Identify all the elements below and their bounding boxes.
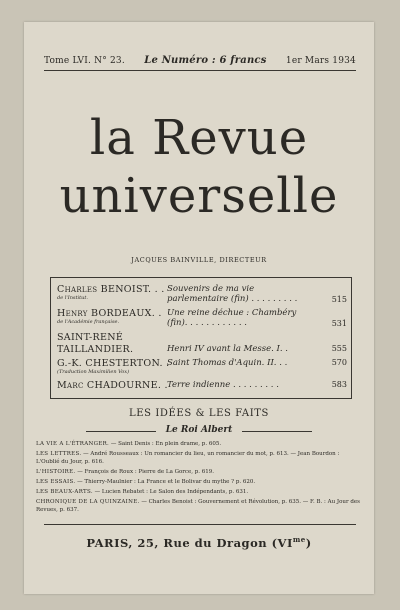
misc-text: — André Rousseaux : Un romancier du lieu, un romancier du mot, p. 613. — Jean Bourdon : L'Oublié du Jour, p. 616. — [36, 451, 340, 465]
section-subheading: Le Roi Albert — [165, 425, 233, 435]
misc-label: L'HISTOIRE. — [36, 469, 76, 475]
imprint-text: PARIS, 25, Rue du Dragon (VI — [86, 535, 293, 550]
toc-title: Souvenirs de ma vie parlementaire (fin) . . . . . . . . . — [167, 284, 298, 304]
footer-rule — [44, 524, 356, 525]
issue-price: Le Numéro : 6 francs — [144, 55, 267, 66]
misc-label: LES LETTRES. — [36, 451, 82, 457]
misc-label: LES BEAUX-ARTS. — [36, 489, 93, 495]
section-heading: LES IDÉES & LES FAITS — [129, 408, 269, 419]
toc-title: Saint Thomas d'Aquin. II. . . — [167, 358, 288, 368]
toc-page: 515 — [331, 295, 347, 304]
misc-text: — François de Roux : Pierre de La Gorce, p. 619. — [75, 469, 215, 475]
toc-affiliation: de l'Institut. — [57, 295, 88, 301]
toc-title: Terre indienne . . . . . . . . . — [167, 380, 279, 390]
toc-entry — [57, 284, 347, 306]
toc-entry — [57, 358, 347, 378]
toc-entry — [57, 380, 347, 394]
header-rule — [44, 70, 356, 71]
toc-author: Charles BENOIST. . . — [57, 284, 165, 295]
issue-date: 1er Mars 1934 — [285, 56, 356, 66]
toc-title: Henri IV avant la Messe. I. . — [167, 344, 288, 354]
masthead-line-1: la Revue — [89, 110, 309, 166]
imprint-superscript: me — [292, 535, 306, 544]
toc-author: Marc CHADOURNE. . — [57, 380, 168, 391]
toc-author: SAINT-RENÉ TAILLANDIER. — [57, 332, 134, 355]
misc-label: LA VIE A L'ÉTRANGER. — [36, 441, 110, 447]
misc-entry — [36, 499, 362, 514]
toc-entry — [57, 332, 347, 354]
table-of-contents — [50, 277, 352, 399]
misc-entry — [36, 441, 362, 449]
misc-text: — Lucien Rebatet : Le Salon des Indépendants, p. 631. — [92, 489, 249, 495]
divider — [242, 431, 312, 432]
imprint-close: ) — [305, 535, 312, 550]
toc-affiliation: de l'Académie française. — [57, 319, 120, 325]
misc-entry — [36, 489, 362, 497]
volume-number: Tome LVI. N° 23. — [44, 56, 125, 66]
misc-text: — Saint Denis : En plein drame, p. 605. — [109, 441, 222, 447]
misc-text: — Charles Benoist : Gouvernement et Révolution, p. 635. — F. B. : Au Jour des Revues, p. 637. — [36, 499, 360, 513]
misc-label: LES ESSAIS. — [36, 479, 76, 485]
director-line: JACQUES BAINVILLE, DIRECTEUR — [131, 256, 267, 264]
toc-page: 555 — [331, 344, 347, 353]
misc-entry — [36, 479, 362, 487]
misc-text: — Thierry-Maulnier : La France et le Bolivar du mythe ? p. 620. — [75, 479, 256, 485]
misc-entry — [36, 469, 362, 477]
toc-title: Une reine déchue : Chambéry (fin). . . . . . . . . . . . — [167, 308, 297, 328]
issue-line — [44, 55, 356, 66]
toc-author: Henry BORDEAUX. . — [57, 308, 162, 319]
toc-entry — [57, 308, 347, 330]
toc-author: G.-K. CHESTERTON. . — [57, 358, 170, 369]
toc-page: 570 — [331, 358, 347, 367]
toc-page: 531 — [331, 319, 347, 328]
toc-page: 583 — [331, 380, 347, 389]
magazine-cover — [24, 22, 374, 594]
misc-entry — [36, 451, 362, 466]
masthead-line-2: universelle — [59, 168, 339, 224]
toc-affiliation: (Traduction Maximilien Vox) — [57, 369, 130, 375]
misc-label: CHRONIQUE DE LA QUINZAINE. — [36, 499, 140, 505]
publisher-imprint — [24, 535, 374, 550]
